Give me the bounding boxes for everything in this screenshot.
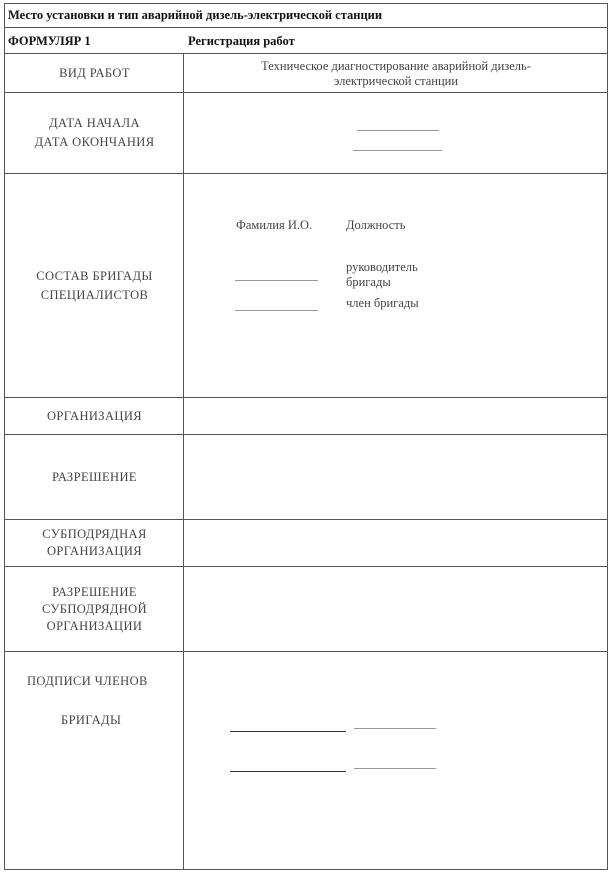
subcontractor-permit-label-line1: РАЗРЕШЕНИЕ: [52, 585, 137, 599]
team-position-column-header: Должность: [346, 218, 406, 232]
row-divider: [5, 651, 607, 652]
form-name: Регистрация работ: [188, 34, 295, 48]
subcontractor-label-line1: СУБПОДРЯДНАЯ: [42, 527, 147, 541]
team-leader-position-line2: бригады: [346, 275, 391, 289]
end-date-label: ДАТА ОКОНЧАНИЯ: [34, 135, 155, 149]
subcontractor-label-line2: ОРГАНИЗАЦИЯ: [46, 544, 142, 558]
work-type-label: ВИД РАБОТ: [59, 66, 130, 80]
team-label-line2: СПЕЦИАЛИСТОВ: [40, 288, 149, 302]
work-type-value-line1: Техническое диагностирование аварийной дизель-: [261, 59, 531, 73]
row-divider: [5, 519, 607, 520]
signature-name-field-2[interactable]: [230, 771, 346, 772]
signature-field-2[interactable]: [354, 768, 436, 769]
signatures-label-line1: ПОДПИСИ ЧЛЕНОВ: [27, 674, 148, 688]
row-divider: [5, 397, 607, 398]
row-divider: [5, 173, 607, 174]
row-divider: [5, 434, 607, 435]
subcontractor-permit-label-line2: СУБПОДРЯДНОЙ: [41, 602, 148, 616]
team-member-name-field[interactable]: [235, 310, 318, 311]
row-divider: [5, 566, 607, 567]
form-title: Место установки и тип аварийной дизель-электрической станции: [8, 8, 383, 22]
team-label-line1: СОСТАВ БРИГАДЫ: [36, 269, 153, 283]
signature-field-1[interactable]: [354, 728, 436, 729]
start-date-field[interactable]: [357, 130, 439, 131]
work-registration-form: [4, 3, 608, 870]
subcontractor-permit-label-line3: ОРГАНИЗАЦИИ: [46, 619, 143, 633]
team-member-position: член бригады: [346, 296, 419, 310]
form-number: ФОРМУЛЯР 1: [8, 34, 91, 48]
row-divider: [5, 53, 607, 54]
team-leader-position-line1: руководитель: [346, 260, 418, 274]
start-date-label: ДАТА НАЧАЛА: [49, 116, 140, 130]
permit-label: РАЗРЕШЕНИЕ: [52, 470, 137, 484]
end-date-field[interactable]: [353, 150, 442, 151]
team-leader-name-field[interactable]: [235, 280, 318, 281]
signature-name-field-1[interactable]: [230, 731, 346, 732]
organization-label: ОРГАНИЗАЦИЯ: [46, 409, 142, 423]
work-type-value-line2: электрической станции: [333, 74, 459, 88]
team-name-column-header: Фамилия И.О.: [236, 218, 313, 232]
row-divider: [5, 27, 607, 28]
signatures-label-line2: БРИГАДЫ: [61, 713, 122, 727]
row-divider: [5, 92, 607, 93]
column-divider: [183, 53, 184, 869]
